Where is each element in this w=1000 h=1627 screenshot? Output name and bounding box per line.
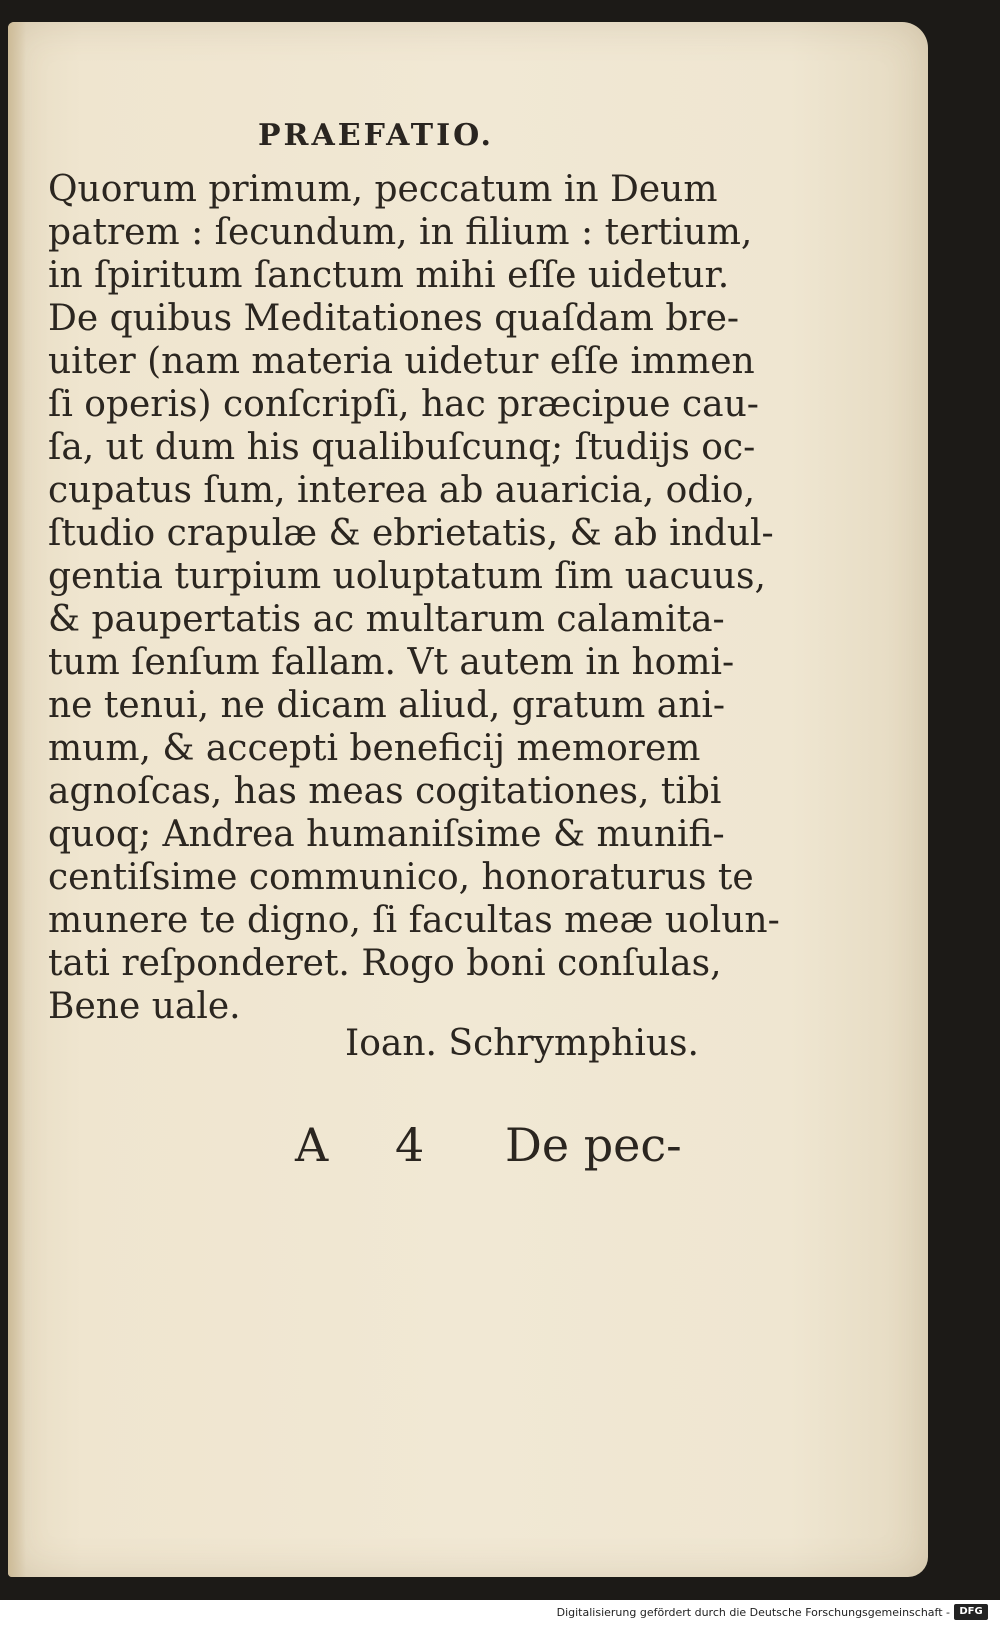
- running-header: PRAEFATIO.: [258, 118, 494, 153]
- text-line: cupatus ſum, interea ab auaricia, odio,: [48, 470, 756, 511]
- dfg-logo: DFG: [954, 1604, 988, 1620]
- text-line: gentia turpium uoluptatum ſim uacuus,: [48, 556, 766, 597]
- signature-mark: A: [295, 1118, 329, 1172]
- text-line: quoq; Andrea humaniſsime & munifi-: [48, 814, 725, 855]
- text-line: & paupertatis ac multarum calamita-: [48, 599, 725, 640]
- text-line: Bene uale.: [48, 986, 241, 1027]
- signature-line: [295, 1118, 695, 1172]
- text-line: ſtudio crapulæ & ebrietatis, & ab indul-: [48, 513, 774, 554]
- text-line: ne tenui, ne dicam aliud, gratum ani-: [48, 685, 726, 726]
- text-line: tum ſenſum fallam. Vt autem in homi-: [48, 642, 735, 683]
- text-line: ſa, ut dum his qualibuſcunq; ſtudijs oc-: [48, 427, 756, 468]
- text-line: agnoſcas, has meas cogitationes, tibi: [48, 771, 722, 812]
- text-line: patrem : ſecundum, in filium : tertium,: [48, 212, 753, 253]
- footer-credit: Digitalisierung gefördert durch die Deutsche Forschungsgemeinschaft -: [556, 1606, 950, 1619]
- text-line: ſi operis) conſcripſi, hac præcipue cau-: [48, 384, 759, 425]
- text-line: De quibus Meditationes quaſdam bre-: [48, 298, 740, 339]
- author-signature: Ioan. Schrymphius.: [345, 1023, 699, 1064]
- text-line: in ſpiritum ſanctum mihi eſſe uidetur.: [48, 255, 730, 296]
- catchword: De pec-: [505, 1118, 682, 1172]
- text-line: Quorum primum, peccatum in Deum: [48, 169, 718, 210]
- text-line: mum, & accepti beneficij memorem: [48, 728, 701, 769]
- signature-number: 4: [395, 1118, 425, 1172]
- text-line: uiter (nam materia uidetur eſſe immen: [48, 341, 755, 382]
- text-line: munere te digno, ſi facultas meæ uolun-: [48, 900, 780, 941]
- text-line: tati reſponderet. Rogo boni conſulas,: [48, 943, 722, 984]
- text-line: centiſsime communico, honoraturus te: [48, 857, 754, 898]
